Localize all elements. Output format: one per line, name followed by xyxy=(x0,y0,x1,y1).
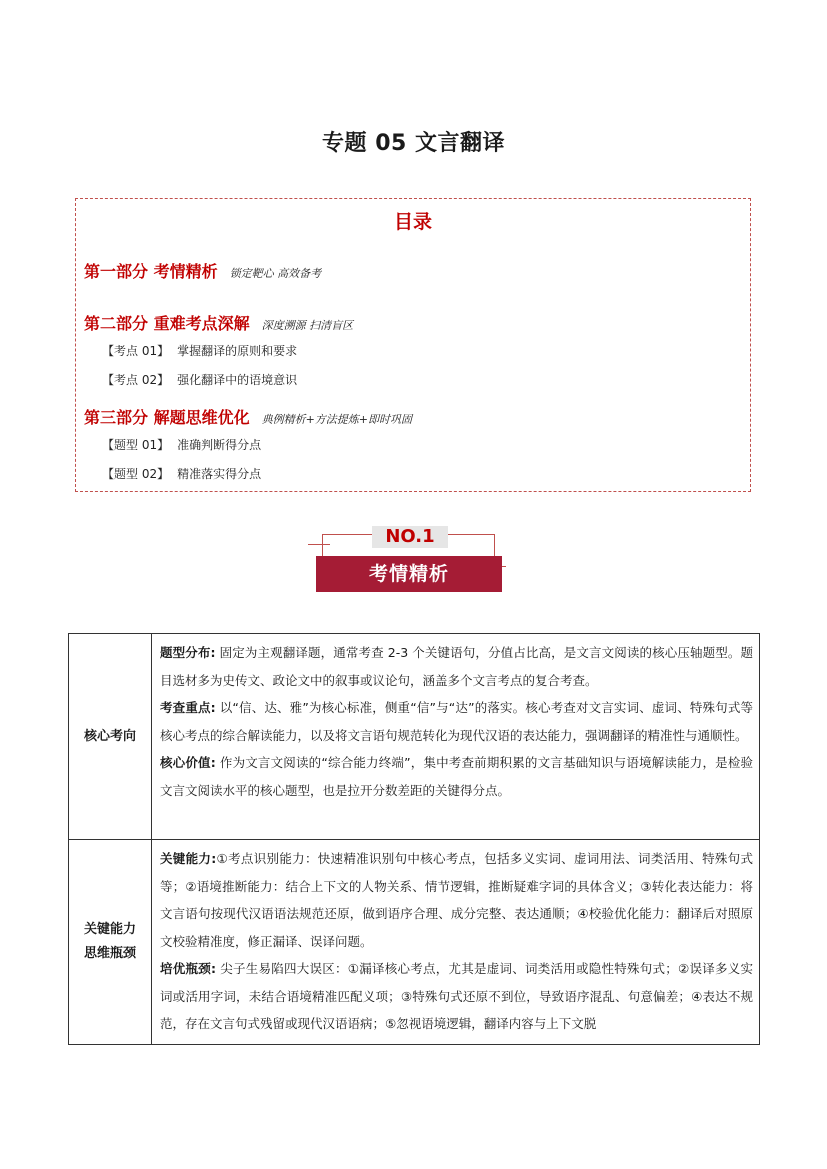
toc-part-subtitle: 深度溯源 扫清盲区 xyxy=(261,319,354,332)
table-row xyxy=(69,634,760,840)
banner-line-vertical-left xyxy=(322,534,323,556)
content-paragraph xyxy=(160,749,753,804)
row-content xyxy=(152,634,760,840)
toc-part-subtitle: 锁定靶心 高效备考 xyxy=(229,267,322,280)
content-paragraph xyxy=(160,694,753,749)
toc-item-text: 准确判断得分点 xyxy=(177,438,262,452)
toc-item-label: 【题型 01】 xyxy=(102,438,170,452)
paragraph-text: 作为文言文阅读的“综合能力终端”，集中考查前期积累的文言基础知识与语境解读能力，是检验文言文阅读水平的核心题型，也是拉开分数差距的关键得分点。 xyxy=(160,755,753,798)
paragraph-key: 培优瓶颈: xyxy=(160,961,217,976)
paragraph-text: 尖子生易陷四大误区：①漏译核心考点，尤其是虚词、词类活用或隐性特殊句式；②误译多义实词或活用字词，未结合语境精准匹配义项；③特殊句式还原不到位，导致语序混乱、句意偏差；④表达不规范，存在文言句式残留或现代汉语语病；⑤忽视语境逻辑，翻译内容与上下文脱 xyxy=(160,961,754,1031)
toc-part-title: 第一部分 考情精析 xyxy=(84,262,218,281)
banner-number: NO.1 xyxy=(372,526,448,548)
toc-item[interactable] xyxy=(102,371,297,388)
exam-analysis-table xyxy=(68,633,760,1045)
table-of-contents xyxy=(75,198,751,492)
toc-item[interactable] xyxy=(102,465,261,482)
toc-item-label: 【考点 01】 xyxy=(102,344,170,358)
toc-part-3[interactable] xyxy=(84,405,412,428)
toc-part-title: 第二部分 重难考点深解 xyxy=(84,314,250,333)
paragraph-key: 核心价值: xyxy=(160,755,216,770)
table-row xyxy=(69,840,760,1045)
toc-item[interactable] xyxy=(102,342,297,359)
content-paragraph xyxy=(160,639,753,694)
row-label: 核心考向 xyxy=(69,634,152,840)
toc-heading: 目录 xyxy=(393,211,432,233)
toc-part-1[interactable] xyxy=(84,259,321,282)
toc-item-label: 【题型 02】 xyxy=(102,467,170,481)
toc-part-subtitle: 典例精析+方法提炼+即时巩固 xyxy=(261,413,413,426)
toc-part-2[interactable] xyxy=(84,311,353,334)
toc-item-text: 强化翻译中的语境意识 xyxy=(177,373,298,387)
paragraph-text: ①考点识别能力：快速精准识别句中核心考点，包括多义实词、虚词用法、词类活用、特殊句式等；②语境推断能力：结合上下文的人物关系、情节逻辑，推断疑难字词的具体含义；③转化表达能力：将文言语句按现代汉语语法规范还原，做到语序合理、成分完整、表达通顺；④校验优化能力：翻译后对照原文校验精准度，修正漏译、误译问题。 xyxy=(160,851,753,949)
banner-line-top-right xyxy=(448,534,494,535)
banner-line-vertical-right xyxy=(494,534,495,556)
toc-item[interactable] xyxy=(102,436,261,453)
toc-item-text: 精准落实得分点 xyxy=(177,467,262,481)
paragraph-text: 以“信、达、雅”为核心标准，侧重“信”与“达”的落实。核心考查对文言实词、虚词、特殊句式等核心考点的综合解读能力，以及将文言语句规范转化为现代汉语的表达能力，强调翻译的精准性与通顺性。 xyxy=(160,700,753,743)
row-label: 关键能力 思维瓶颈 xyxy=(69,840,152,1045)
toc-item-text: 掌握翻译的原则和要求 xyxy=(177,344,298,358)
content-paragraph xyxy=(160,955,753,1038)
section-banner xyxy=(308,522,508,594)
paragraph-text: 固定为主观翻译题，通常考查 2-3 个关键语句，分值占比高，是文言文阅读的核心压轴题型。题目选材多为史传文、政论文中的叙事或议论句，涵盖多个文言考点的复合考查。 xyxy=(160,645,754,688)
paragraph-key: 考查重点: xyxy=(160,700,216,715)
toc-item-label: 【考点 02】 xyxy=(102,373,170,387)
banner-line-left xyxy=(308,544,330,545)
document-title: 专题 05 文言翻译 xyxy=(322,131,505,156)
paragraph-key: 题型分布: xyxy=(160,645,216,660)
banner-line-top-left xyxy=(322,534,372,535)
row-content xyxy=(152,840,760,1045)
content-paragraph xyxy=(160,845,753,955)
banner-label: 考情精析 xyxy=(316,556,502,592)
toc-part-title: 第三部分 解题思维优化 xyxy=(84,408,250,427)
paragraph-key: 关键能力: xyxy=(160,851,217,866)
